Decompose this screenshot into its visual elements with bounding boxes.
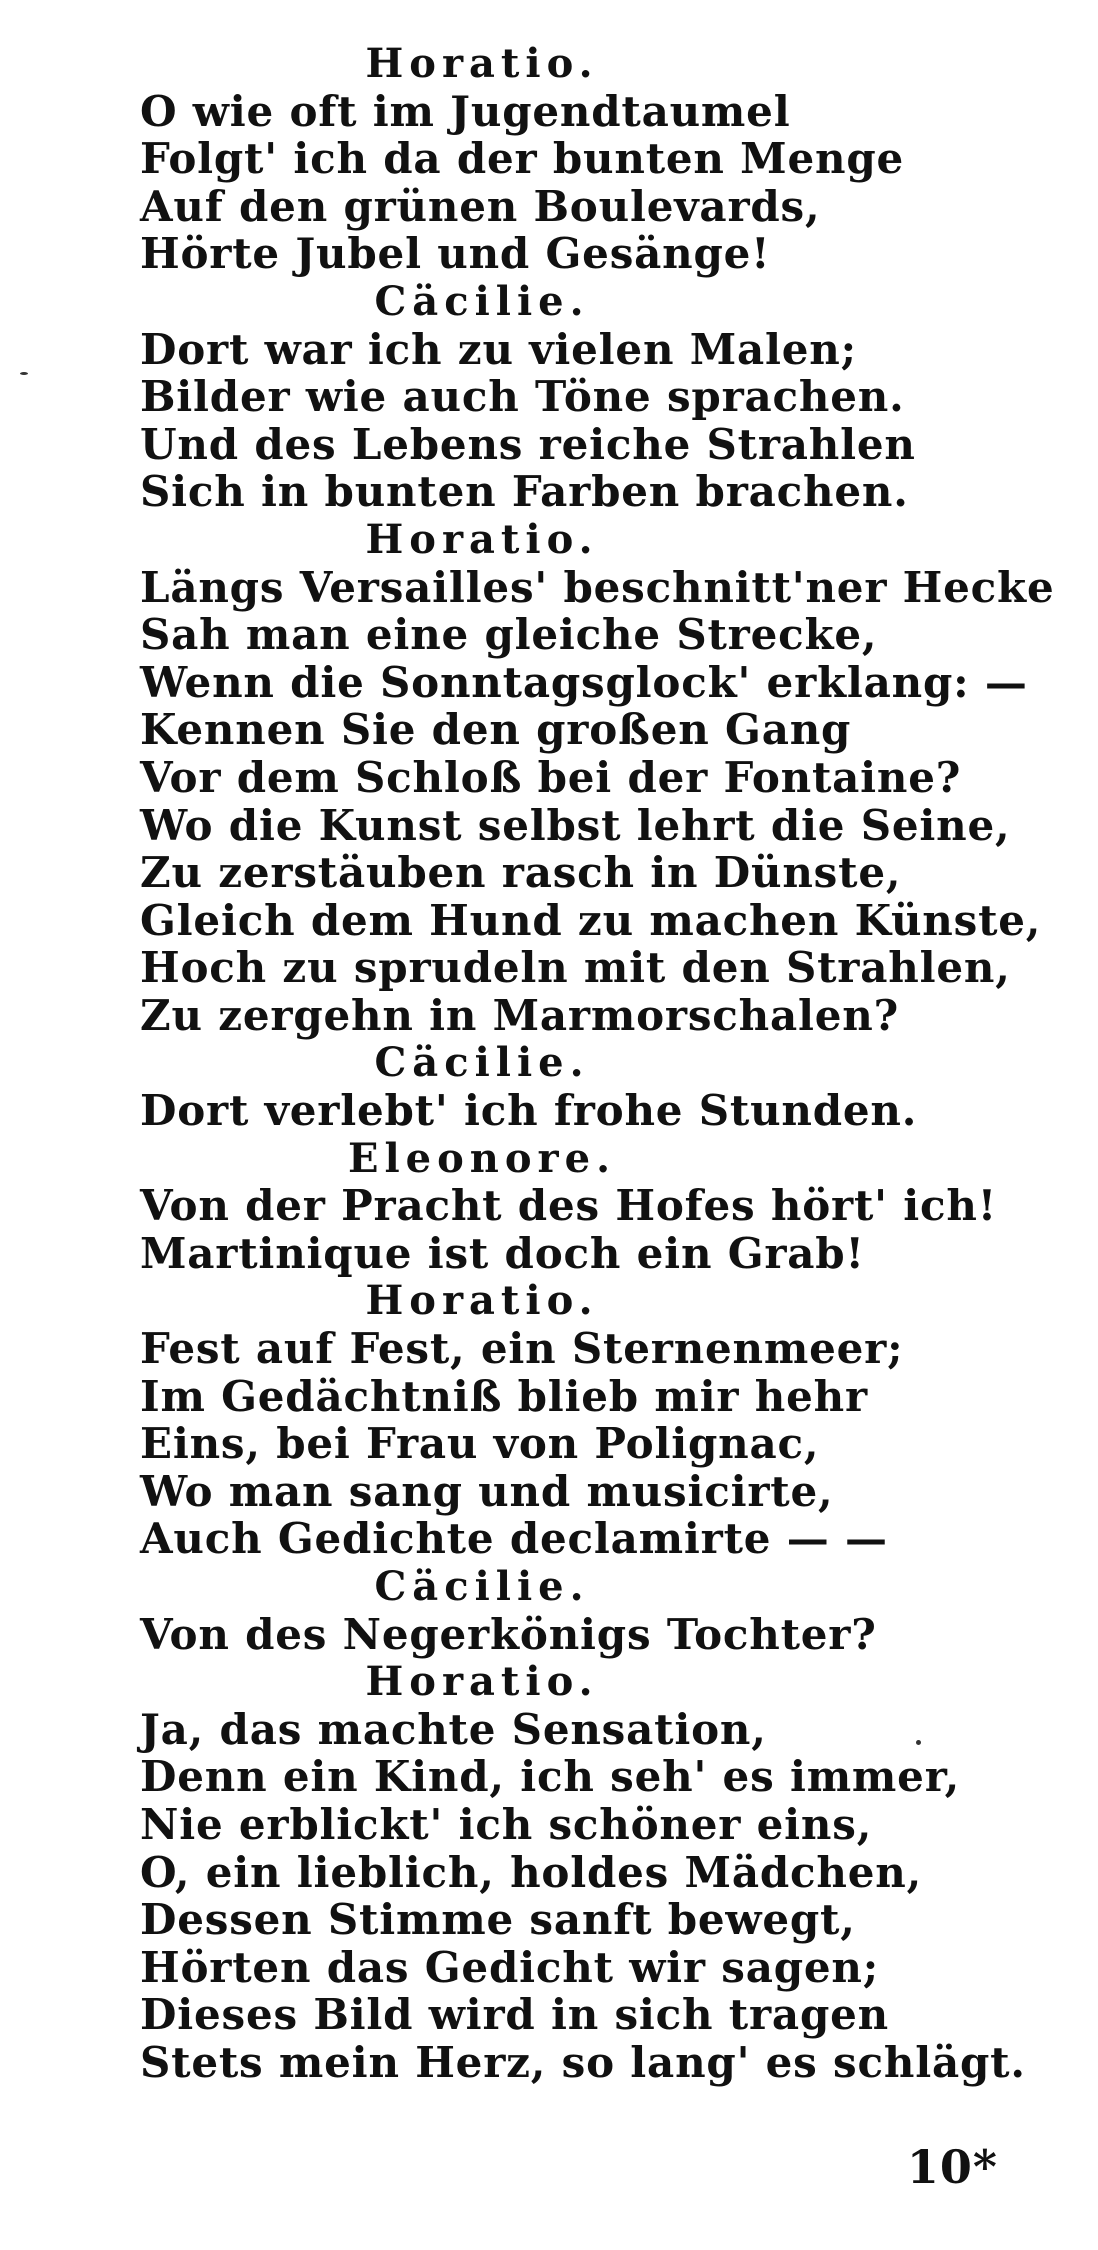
verse-line: Hörte Jubel und Gesänge! (140, 229, 771, 279)
verse-line: Dort verlebt' ich frohe Stunden. (140, 1086, 918, 1136)
speaker-label: Eleonore. (347, 1134, 617, 1182)
print-speck (20, 372, 28, 375)
speaker-label: Horatio. (365, 515, 599, 563)
verse-line: Bilder wie auch Töne sprachen. (140, 372, 905, 422)
verse-line: Und des Lebens reiche Strahlen (140, 419, 916, 469)
verse-line: Dort war ich zu vielen Malen; (140, 324, 857, 374)
speaker-label: Horatio. (365, 1658, 599, 1706)
print-speck (916, 1740, 921, 1745)
verse-line: Zu zerstäuben rasch in Dünste, (140, 848, 902, 898)
verse-line: Dieses Bild wird in sich tragen (140, 1990, 889, 2040)
poem-text-block (132, 40, 1055, 2087)
verse-line: Wo man sang und musicirte, (140, 1466, 834, 1516)
verse-line: Stets mein Herz, so lang' es schlägt. (140, 2037, 1026, 2087)
speaker-label: Horatio. (365, 40, 599, 87)
verse-line: Ja, das machte Sensation, (140, 1704, 767, 1754)
verse-line: Wenn die Sonntagsglock' erklang: — (140, 657, 1028, 707)
verse-line: Vor dem Schloß bei der Fontaine? (140, 752, 962, 802)
verse-line: Folgt' ich da der bunten Menge (140, 134, 905, 184)
verse-line: Von der Pracht des Hofes hört' ich! (140, 1181, 997, 1231)
speaker-label: Cäcilie. (374, 1563, 590, 1610)
verse-line: Wo die Kunst selbst lehrt die Seine, (140, 800, 1011, 850)
verse-line: Kennen Sie den großen Gang (140, 705, 852, 755)
speaker-label: Horatio. (365, 1277, 599, 1325)
verse-line: O, ein lieblich, holdes Mädchen, (140, 1847, 922, 1897)
speaker-label: Cäcilie. (374, 277, 590, 325)
speaker-label: Cäcilie. (374, 1039, 590, 1087)
verse-line: Zu zergehn in Marmorschalen? (140, 990, 900, 1040)
verse-line: Sich in bunten Farben brachen. (140, 467, 909, 517)
verse-line: Eins, bei Frau von Polignac, (140, 1419, 820, 1469)
verse-line: Dessen Stimme sanft bewegt, (140, 1895, 856, 1945)
verse-line: Martinique ist doch ein Grab! (140, 1228, 865, 1278)
verse-line: Denn ein Kind, ich seh' es immer, (140, 1752, 960, 1802)
verse-line: Im Gedächtniß blieb mir hehr (140, 1371, 868, 1421)
verse-line: O wie oft im Jugendtaumel (140, 86, 791, 136)
verse-line: Fest auf Fest, ein Sternenmeer; (140, 1324, 904, 1374)
verse-line: Hoch zu sprudeln mit den Strahlen, (140, 943, 1011, 993)
verse-line: Gleich dem Hund zu machen Künste, (140, 895, 1042, 945)
verse-line: Sah man eine gleiche Strecke, (140, 610, 878, 660)
verse-line: Auch Gedichte declamirte — — (140, 1514, 888, 1564)
verse-line: Nie erblickt' ich schöner eins, (140, 1799, 873, 1849)
page-number: 10* (906, 2140, 998, 2194)
verse-line: Auf den grünen Boulevards, (140, 181, 821, 231)
verse-line: Von des Negerkönigs Tochter? (140, 1609, 877, 1659)
verse-line: Hörten das Gedicht wir sagen; (140, 1942, 880, 1992)
verse-line: Längs Versailles' beschnitt'ner Hecke (140, 562, 1055, 612)
